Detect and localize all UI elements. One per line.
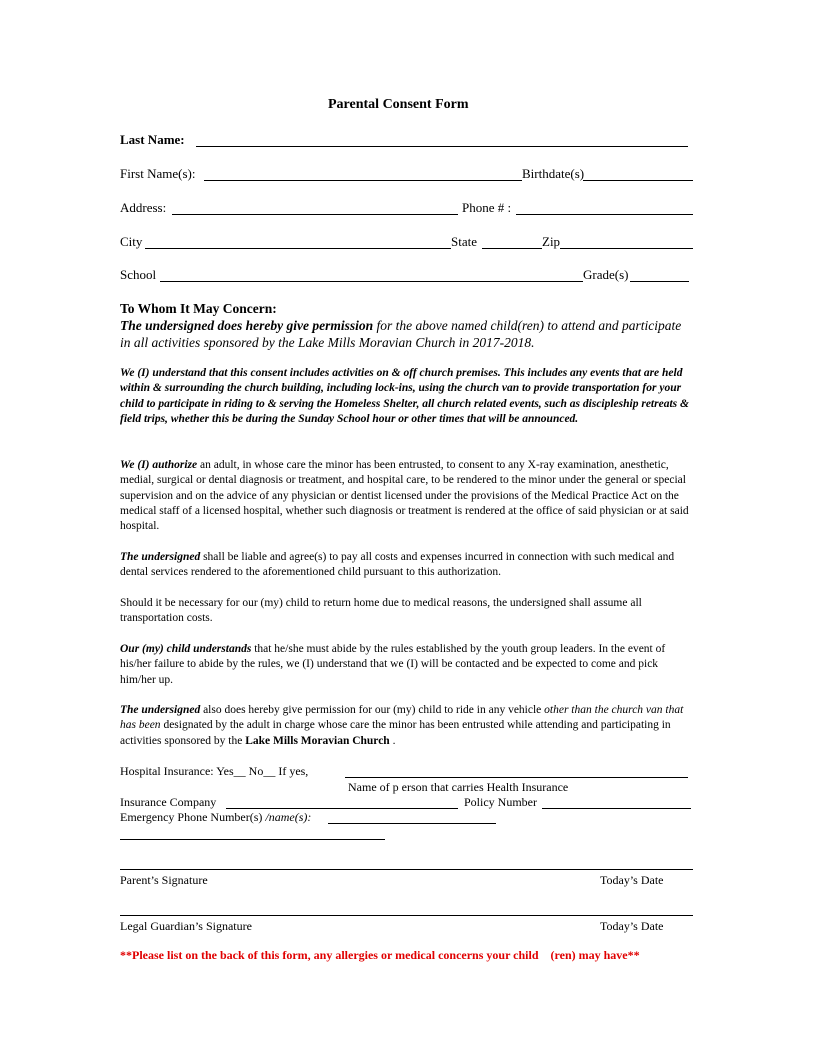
- parent-date-label: Today’s Date: [600, 873, 664, 887]
- insurance-holder-caption: Name of p erson that carries Health Insurance: [348, 780, 569, 794]
- emergency-phone-field-2[interactable]: [120, 839, 385, 840]
- phone-field[interactable]: [516, 214, 693, 215]
- zip-label: Zip: [542, 234, 561, 249]
- emergency-names-text: /name(s):: [262, 810, 312, 824]
- state-label: State: [451, 234, 477, 249]
- medical-authorization-paragraph: [120, 458, 695, 534]
- city-field[interactable]: [145, 248, 451, 249]
- guardian-signature-line[interactable]: [120, 915, 693, 916]
- last-name-label: Last Name:: [120, 132, 185, 147]
- insurance-company-label: Insurance Company: [120, 795, 217, 809]
- first-name-field[interactable]: [204, 180, 522, 181]
- grade-field[interactable]: [630, 281, 689, 282]
- emergency-phone-field[interactable]: [328, 823, 496, 824]
- emergency-phone-label: [120, 810, 311, 825]
- liability-paragraph: [120, 550, 695, 581]
- school-field[interactable]: [160, 281, 583, 282]
- liability-text: shall be liable and agree(s) to pay all costs and expenses incurred in connection with such medical and dental services rendered to the aforementioned child pursuant to this authorization.: [120, 551, 675, 579]
- address-label: Address:: [120, 200, 167, 215]
- transportation-paragraph: Should it be necessary for our (my) child to return home due to medical reasons, the undersigned shall assume all transportation costs.: [120, 597, 642, 625]
- zip-field[interactable]: [560, 248, 693, 249]
- policy-number-field[interactable]: [542, 808, 691, 809]
- address-field[interactable]: [172, 214, 458, 215]
- parent-signature-label: Parent’s Signature: [120, 873, 208, 887]
- insurance-holder-field[interactable]: [345, 777, 688, 778]
- vehicle-text: also does hereby give permission for our (my) child to ride in any vehicle: [200, 704, 545, 716]
- emergency-text: Emergency Phone Number(s): [120, 810, 263, 824]
- policy-number-label: Policy Number: [464, 795, 537, 809]
- allergies-note: **Please list on the back of this form, any allergies or medical concerns your child (ren) may have**: [120, 948, 640, 962]
- page-title: Parental Consent Form: [328, 97, 469, 112]
- authorize-text: an adult, in whose care the minor has been entrusted, to consent to any X-ray examination, anesthetic, medial, surgical or dental diagnosis or treatment, and hospital care, to be rendered to the minor under the general or special supervision and on the advice of any physician or dentist licensed under the provisions of the Medical Practice Act on the medical staff of a licensed hospital, whether such diagnosis or treatment is rendered at the office of said physician or at said hospital.: [120, 459, 689, 533]
- permission-lead: The undersigned does hereby give permission: [120, 318, 374, 333]
- vehicle-paragraph: [120, 703, 695, 749]
- vehicle-italic: other than the church van that has been: [120, 704, 684, 732]
- vehicle-lead: The undersigned: [120, 704, 201, 716]
- hospital-insurance-label: Hospital Insurance: Yes__ No__ If yes,: [120, 764, 309, 778]
- birthdate-label: Birthdate(s): [522, 166, 585, 181]
- last-name-field[interactable]: [196, 146, 688, 147]
- vehicle-text-2: designated by the adult in charge whose care the minor has been entrusted while attending and participating in activities sponsored by the: [120, 719, 671, 747]
- birthdate-field[interactable]: [583, 180, 693, 181]
- guardian-signature-label: Legal Guardian’s Signature: [120, 919, 252, 933]
- school-label: School: [120, 267, 157, 282]
- rules-text: that he/she must abide by the rules established by the youth group leaders. In the event of his/her failure to abide by the rules, we (I) understand that we (I) will be contacted and be expected to come and pick him/her up.: [120, 643, 666, 686]
- rules-lead: Our (my) child understands: [120, 643, 252, 655]
- liability-lead: The undersigned: [120, 551, 201, 563]
- state-field[interactable]: [482, 248, 542, 249]
- church-name: Lake Mills Moravian Church: [245, 734, 390, 747]
- grade-label: Grade(s): [583, 267, 629, 282]
- insurance-company-field[interactable]: [226, 808, 458, 809]
- parent-signature-line[interactable]: [120, 869, 693, 870]
- authorize-lead: We (I) authorize: [120, 459, 198, 471]
- concern-heading: To Whom It May Concern:: [120, 301, 277, 316]
- first-name-label: First Name(s):: [120, 166, 196, 181]
- city-label: City: [120, 234, 143, 249]
- permission-text: for the above named child(ren) to attend and participate in all activities sponsored by the Lake Mills Moravian Church in 2017-2018.: [120, 318, 682, 350]
- rules-paragraph: [120, 642, 695, 688]
- vehicle-end: .: [389, 734, 396, 747]
- permission-statement: [120, 317, 695, 351]
- activities-consent-paragraph: We (I) understand that this consent includes activities on & off church premises. This includes any events that are held within & surrounding the church building, including lock-ins, using the church van to provide transportation for your child to participate in riding to & serving the Homeless Shelter, all church related events, such as discipleship retreats & field trips, whether this be during the Sunday School hour or other times that will be announced.: [120, 367, 689, 425]
- guardian-date-label: Today’s Date: [600, 919, 664, 933]
- phone-label: Phone # :: [462, 200, 512, 215]
